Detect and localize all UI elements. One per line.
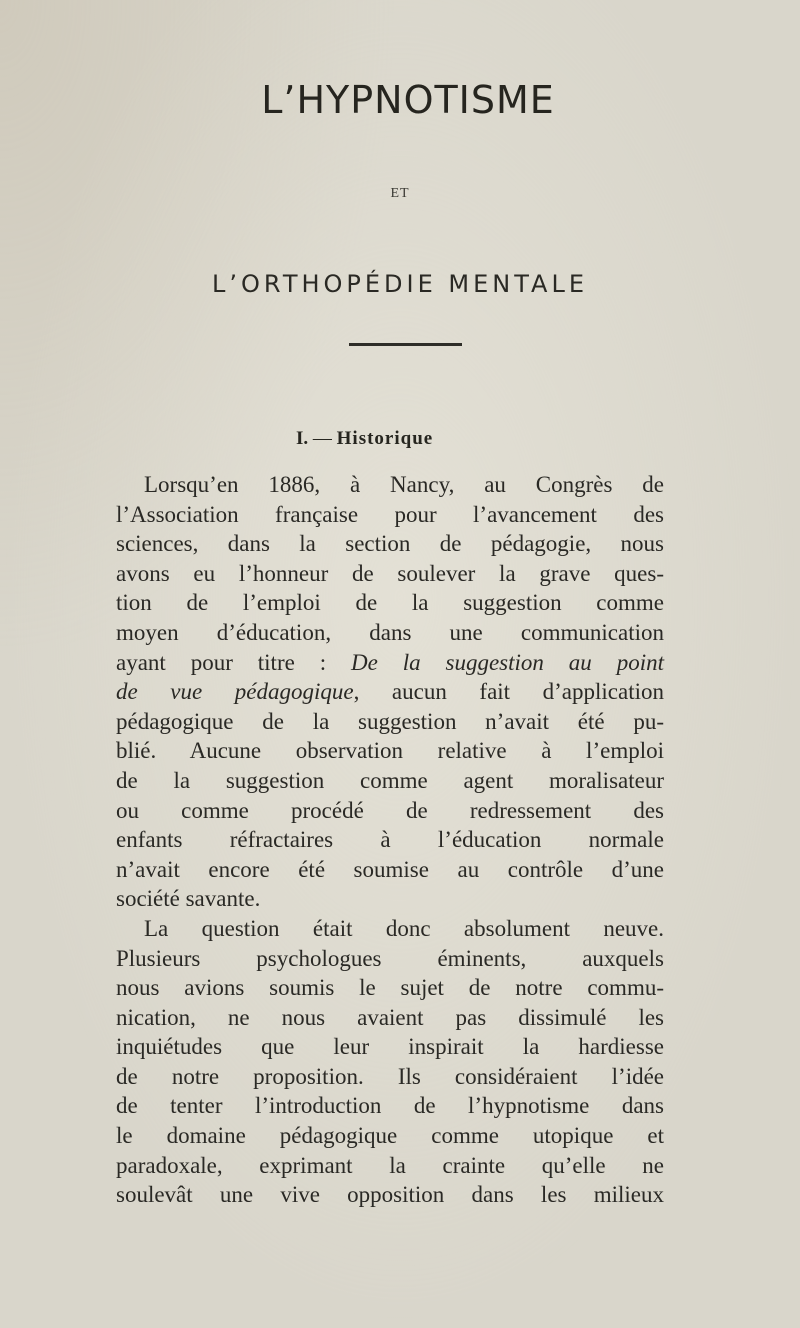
section-dash: — <box>312 428 332 449</box>
text-line: de tenter l’introduction de l’hypnotisme dans <box>116 1093 664 1119</box>
text-line: pédagogique de la suggestion n’avait été pu- <box>116 708 664 734</box>
section-number: I. <box>296 428 309 449</box>
text-line: de la suggestion comme agent moralisateur <box>116 767 664 793</box>
section-heading <box>296 428 433 450</box>
text-line: ou comme procédé de redressement des <box>116 797 664 823</box>
text-line: nous avions soumis le sujet de notre commu- <box>116 975 664 1001</box>
cited-title-part2: de vue pédagogique <box>116 679 354 705</box>
title-conjunction: ET <box>390 186 410 201</box>
text-line: de vue pédagogique, aucun fait d’application <box>116 679 664 705</box>
text-line: sciences, dans la section de pédagogie, nous <box>116 531 664 557</box>
body-text <box>116 470 664 1210</box>
text-line: de notre proposition. Ils considéraient l’idée <box>116 1063 664 1089</box>
text-line: l’Association française pour l’avancement des <box>116 501 664 527</box>
text-line: paradoxale, exprimant la crainte qu’elle ne <box>116 1152 664 1178</box>
text-line: ayant pour titre : De la suggestion au point <box>116 649 664 675</box>
text-line: Plusieurs psychologues éminents, auxquels <box>116 945 664 971</box>
text-line: le domaine pédagogique comme utopique et <box>116 1123 664 1149</box>
text-line: n’avait encore été soumise au contrôle d’une <box>116 856 664 882</box>
text-line: Lorsqu’en 1886, à Nancy, au Congrès de <box>144 472 664 497</box>
text-line: nication, ne nous avaient pas dissimulé les <box>116 1004 664 1030</box>
text-line: soulevât une vive opposition dans les milieux <box>116 1182 664 1208</box>
page-title: L’HYPNOTISME <box>261 78 555 122</box>
text-line: tion de l’emploi de la suggestion comme <box>116 590 664 616</box>
page-subtitle: L’ORTHOPÉDIE MENTALE <box>212 270 588 298</box>
text-line: La question était donc absolument neuve. <box>144 915 664 941</box>
text-line: inquiétudes que leur inspirait la hardiesse <box>116 1034 664 1060</box>
text-line: enfants réfractaires à l’éducation normale <box>116 827 664 853</box>
text-line: moyen d’éducation, dans une communication <box>116 619 664 645</box>
text-line: blié. Aucune observation relative à l’emploi <box>116 738 664 764</box>
title-divider <box>349 343 462 346</box>
text-line: avons eu l’honneur de soulever la grave ques- <box>116 560 664 586</box>
section-title: Historique <box>336 428 434 449</box>
cited-title-part1: De la suggestion au point <box>351 649 664 675</box>
text-line: société savante. <box>116 886 261 912</box>
